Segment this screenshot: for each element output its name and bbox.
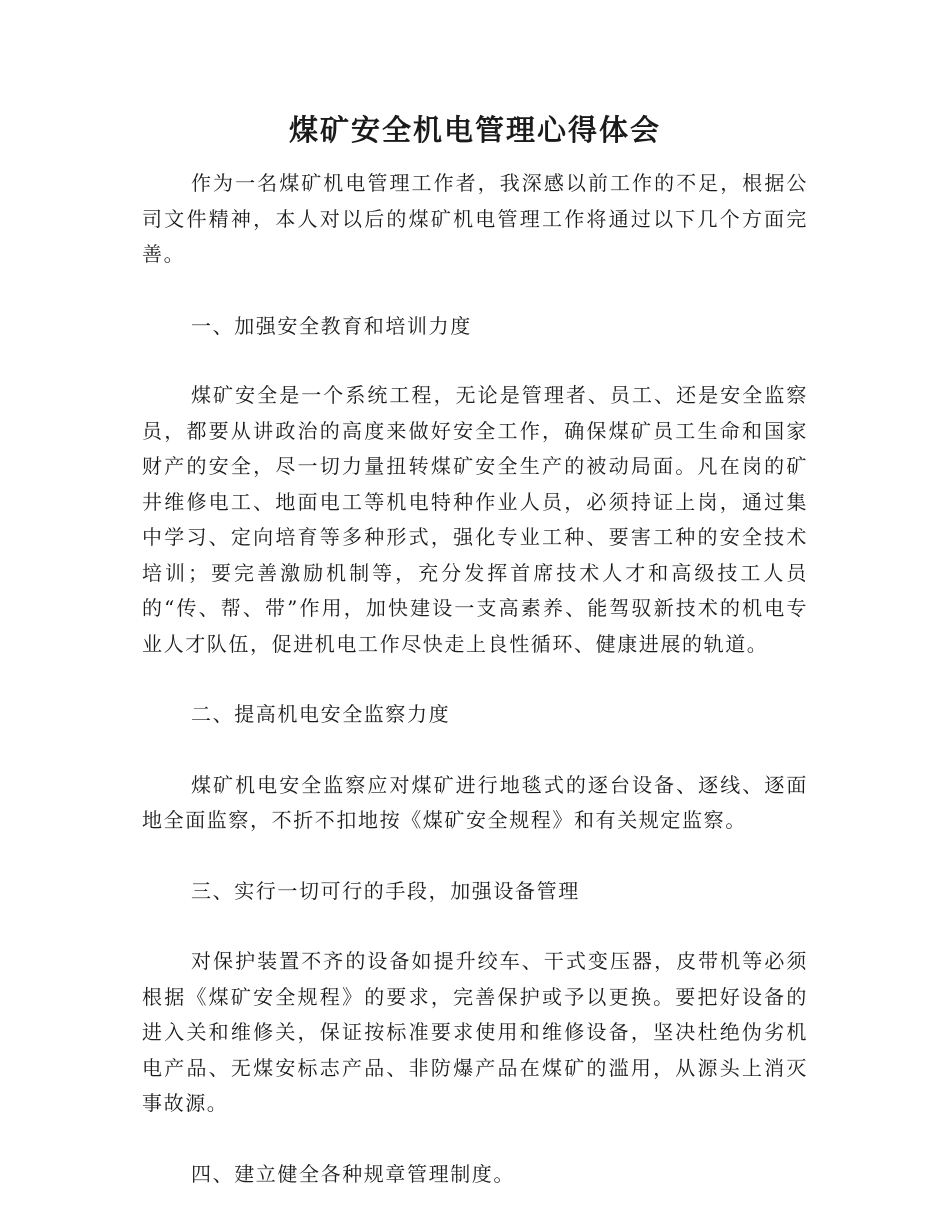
section-heading-2: 二、提高机电安全监察力度 — [191, 702, 451, 726]
section-body-1: 煤矿安全是一个系统工程，无论是管理者、员工、还是安全监察员，都要从讲政治的高度来做好安全工作，确保煤矿员工生命和国家财产的安全，尽一切力量扭转煤矿安全生产的被动局面。凡在岗的矿井维修电工、地面电工等机电特种作业人员，必须持证上岗，通过集中学习、定向培育等多种形式，强化专业工种、要害工种的安全技术培训；要完善激励机制等，充分发挥首席技术人才和高级技工人员的“传、帮、带”作用，加快建设一支高素养、能驾驭新技术的机电专业人才队伍，促进机电工作尽快走上良性循环、健康进展的轨道。 — [142, 383, 808, 656]
document-title: 煤矿安全机电管理心得体会 — [288, 113, 661, 147]
intro-paragraph: 作为一名煤矿机电管理工作者，我深感以前工作的不足，根据公司文件精神，本人对以后的煤矿机电管理工作将通过以下几个方面完善。 — [142, 171, 808, 266]
section-heading-3: 三、实行一切可行的手段，加强设备管理 — [191, 878, 580, 903]
section-heading-4: 四、建立健全各种规章管理制度。 — [191, 1161, 515, 1186]
section-body-2: 煤矿机电安全监察应对煤矿进行地毯式的逐台设备、逐线、逐面地全面监察，不折不扣地按《煤矿安全规程》和有关规定监察。 — [142, 772, 808, 832]
section-heading-1: 一、加强安全教育和培训力度 — [191, 313, 472, 338]
section-body-3: 对保护装置不齐的设备如提升绞车、干式变压器，皮带机等必须根据《煤矿安全规程》的要求，完善保护或予以更换。要把好设备的进入关和维修关，保证按标准要求使用和维修设备，坚决杜绝伪劣机电产品、无煤安标志产品、非防爆产品在煤矿的滥用，从源头上消灭事故源。 — [142, 949, 808, 1115]
document-body — [142, 166, 808, 1192]
